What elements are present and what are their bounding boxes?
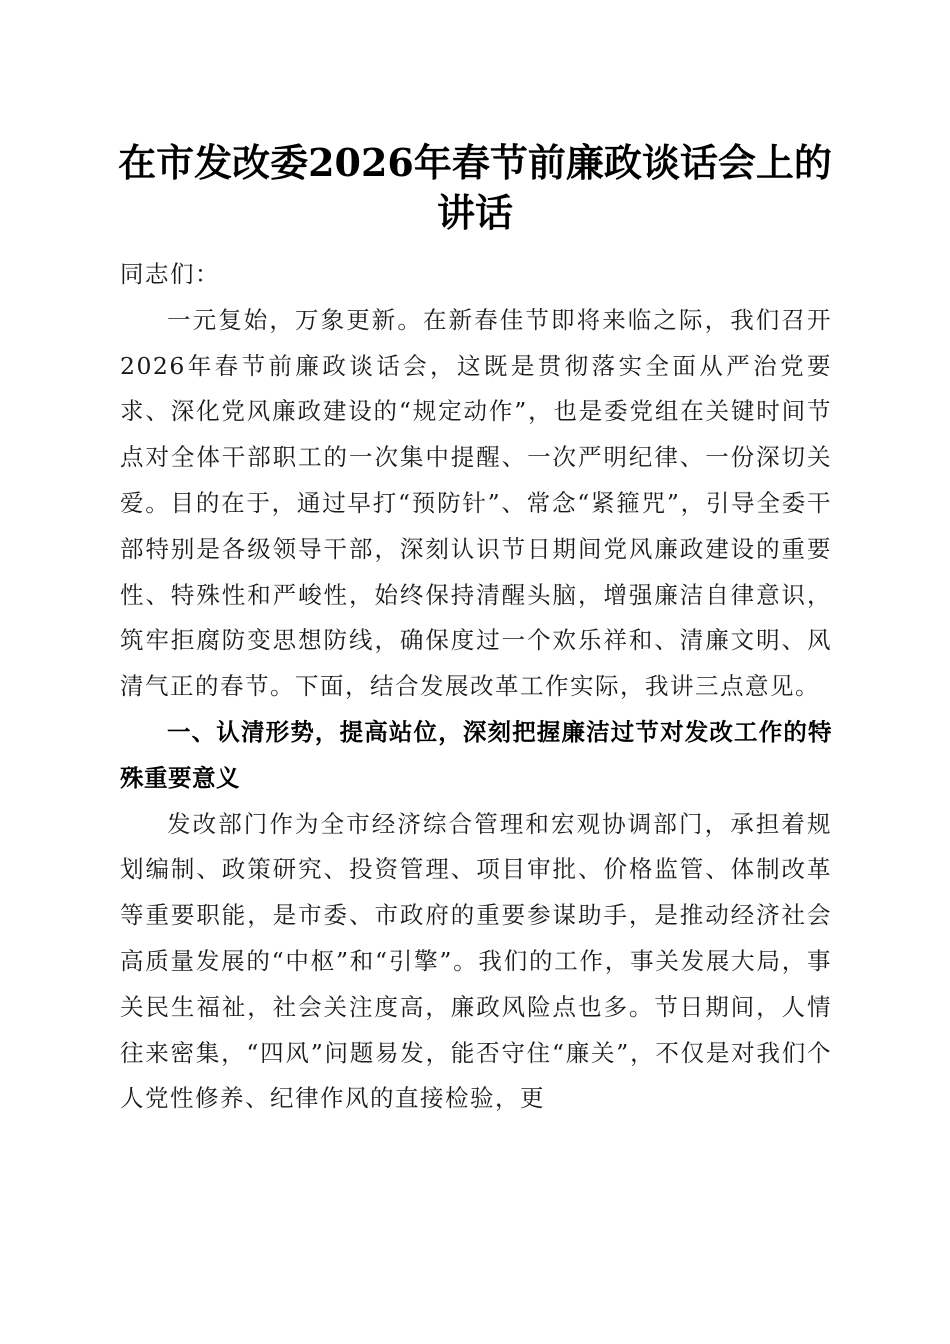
document-title: 在市发改委2026年春节前廉政谈话会上的讲话 (118, 140, 832, 235)
salutation: 同志们： (120, 260, 220, 288)
section-heading-1: 一、认清形势，提高站位，深刻把握廉洁过节对发改工作的特殊重要意义 (120, 717, 832, 792)
opening-paragraph: 一元复始，万象更新。在新春佳节即将来临之际，我们召开2026年春节前廉政谈话会，这既是贯彻落实全面从严治党要求、深化党风廉政建设的“规定动作”，也是委党组在关键时间节点对全体干部职工的一次集中提醒、一次严明纪律、一份深切关爱。目的在于，通过早打“预防针”、常念“紧箍咒”，引导全委干部特别是各级领导干部，深刻认识节日期间党风廉政建设的重要性、特殊性和严峻性，始终保持清醒头脑，增强廉洁自律意识，筑牢拒腐防变思想防线，确保度过一个欢乐祥和、清廉文明、风清气正的春节。下面，结合发展改革工作实际，我讲三点意见。 (120, 305, 832, 701)
document-body (120, 252, 832, 1122)
section-1-paragraph: 发改部门作为全市经济综合管理和宏观协调部门，承担着规划编制、政策研究、投资管理、项目审批、价格监管、体制改革等重要职能，是市委、市政府的重要参谋助手，是推动经济社会高质量发展的“中枢”和“引擎”。我们的工作，事关发展大局，事关民生福祉，社会关注度高，廉政风险点也多。节日期间，人情往来密集，“四风”问题易发，能否守住“廉关”，不仅是对我们个人党性修养、纪律作风的直接检验，更 (120, 809, 832, 1113)
